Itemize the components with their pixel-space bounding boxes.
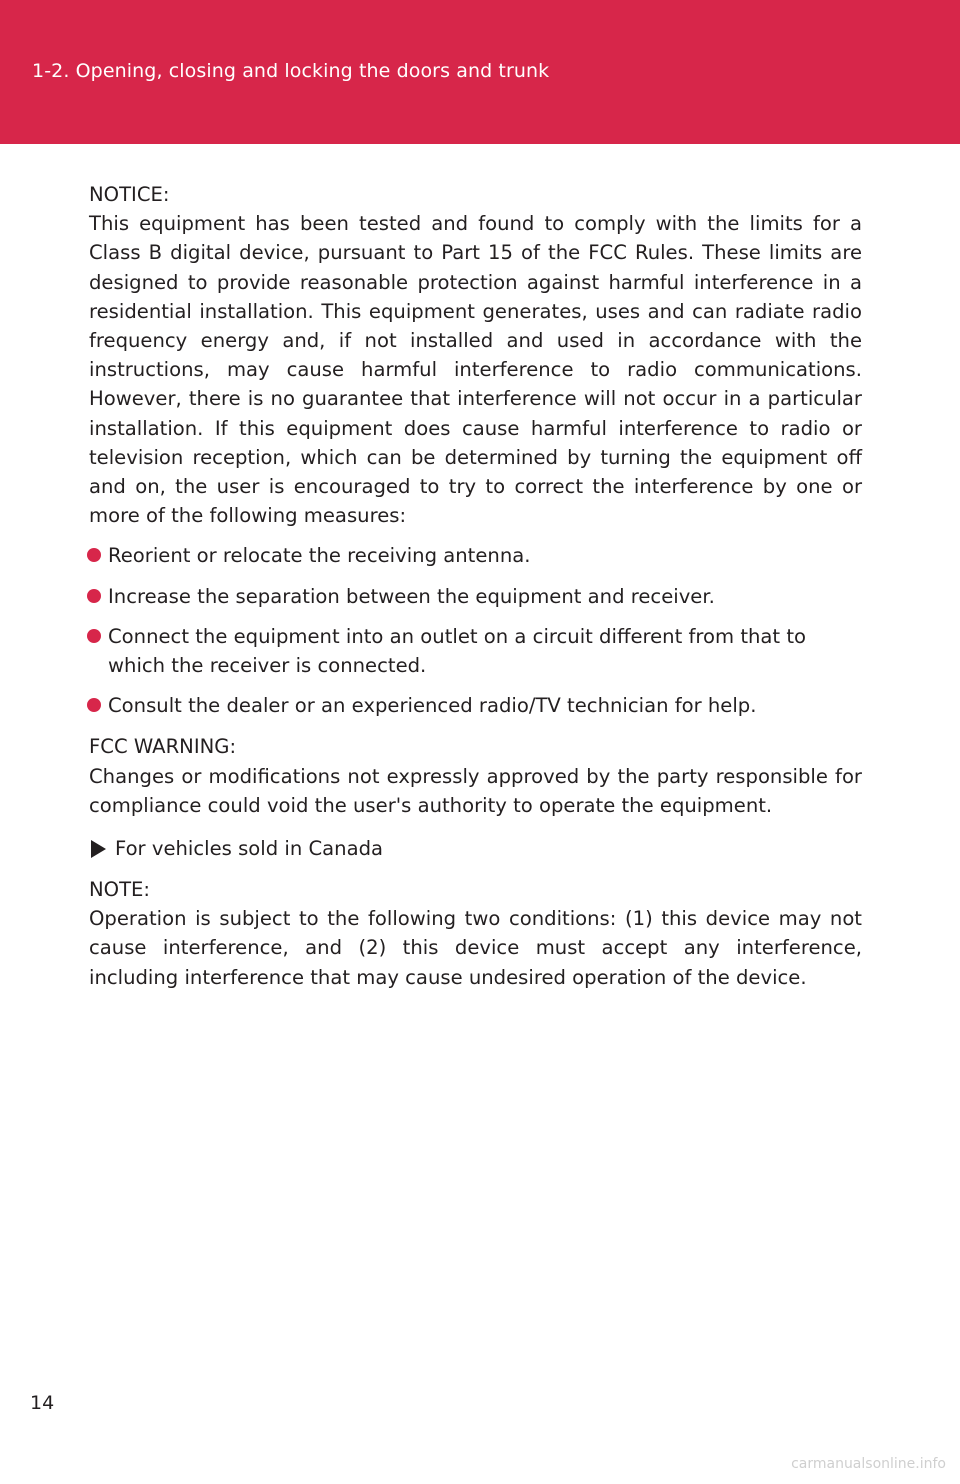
page-number: 14	[30, 1392, 55, 1414]
note-heading: NOTE:	[89, 878, 151, 902]
notice-body: This equipment has been tested and found to comply with the limits for a Class B digital device, pursuant to Part 15 of the FCC Rules. These limits are designed to provide reasonable protection against harmful interference in a residential installation. This equipment generates, uses and can radiate radio frequency energy and, if not installed and used in accordance with the instructions, may cause harmful interference to radio communications. However, there is no guarantee that interference will not occur in a particular installation. If this equipment does cause harmful interference to radio or television reception, which can be determined by turning the equipment off and on, the user is encouraged to try to correct the interference by one or more of the following measures:	[89, 212, 862, 528]
fcc-warning-heading: FCC WARNING:	[89, 735, 237, 759]
measure-text: Reorient or relocate the receiving antenna.	[108, 544, 531, 568]
bullet-icon	[87, 548, 101, 562]
note-body: Operation is subject to the following two conditions: (1) this device may not cause interference, and (2) this device must accept any interference, including interference that may cause undesired operation of the device.	[89, 907, 862, 989]
section-title: 1-2. Opening, closing and locking the doors and trunk	[32, 60, 550, 82]
list-item	[89, 582, 862, 611]
bullet-icon	[87, 589, 101, 603]
main-content	[89, 180, 862, 992]
measure-text: Increase the separation between the equipment and receiver.	[108, 584, 715, 608]
measures-list	[89, 541, 862, 720]
canada-subheading	[89, 834, 862, 863]
arrow-right-icon	[91, 840, 106, 858]
list-item	[89, 622, 862, 680]
bullet-icon	[87, 698, 101, 712]
list-item	[89, 691, 862, 720]
bullet-icon	[87, 629, 101, 643]
measure-text: Consult the dealer or an experienced radio/TV technician for help.	[108, 694, 757, 718]
watermark: carmanualsonline.info	[791, 1456, 946, 1472]
measure-text: Connect the equipment into an outlet on a circuit different from that to which the receiver is connected.	[108, 624, 807, 678]
canada-label: For vehicles sold in Canada	[115, 837, 384, 861]
notice-section	[89, 180, 862, 530]
list-item	[89, 541, 862, 570]
note-section	[89, 875, 862, 992]
fcc-warning-section	[89, 732, 862, 820]
notice-heading: NOTICE:	[89, 183, 170, 206]
header-band	[0, 0, 960, 144]
fcc-warning-body: Changes or modifications not expressly approved by the party responsible for compliance could void the user's authority to operate the equipment.	[89, 764, 862, 817]
